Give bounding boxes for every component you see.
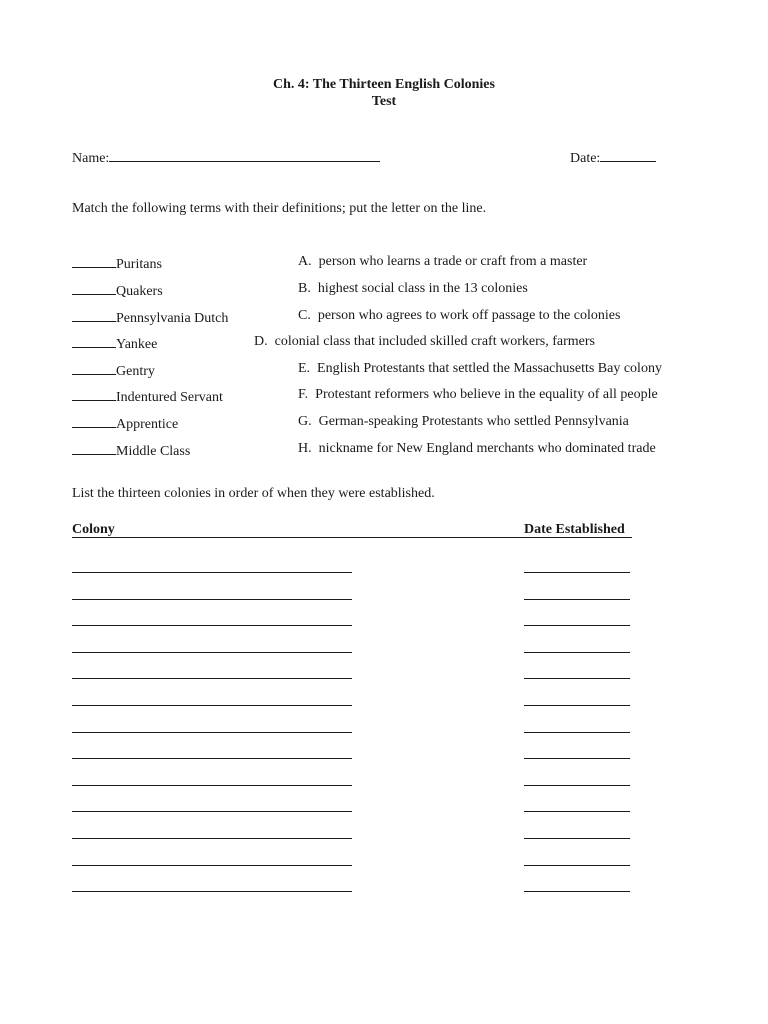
- colony-blank-line[interactable]: [72, 599, 352, 600]
- colony-blank-line[interactable]: [72, 652, 352, 653]
- colony-column-header: Colony: [72, 522, 115, 537]
- term-item[interactable]: [72, 362, 155, 378]
- colony-blank-line[interactable]: [72, 705, 352, 706]
- colony-blank-line[interactable]: [72, 811, 352, 812]
- page-subtitle: Test: [371, 94, 397, 109]
- answer-blank-line[interactable]: [72, 282, 116, 295]
- date-established-column-header: Date Established: [524, 522, 625, 537]
- definition-item: D. colonial class that included skilled craft workers, farmers: [254, 334, 595, 349]
- colony-blank-line[interactable]: [72, 678, 352, 679]
- date-field[interactable]: [570, 149, 656, 166]
- name-field[interactable]: [72, 149, 380, 166]
- colony-blank-line[interactable]: [72, 891, 352, 892]
- definition-item: F. Protestant reformers who believe in the equality of all people: [298, 387, 658, 402]
- colony-blank-line[interactable]: [72, 758, 352, 759]
- colony-blank-line[interactable]: [72, 572, 352, 573]
- term-label: Pennsylvania Dutch: [116, 311, 229, 326]
- answer-blank-line[interactable]: [72, 309, 116, 322]
- definition-item: C. person who agrees to work off passage to the colonies: [298, 308, 621, 323]
- colony-blank-line[interactable]: [72, 625, 352, 626]
- matching-instructions: Match the following terms with their definitions; put the letter on the line.: [72, 201, 487, 216]
- answer-blank-line[interactable]: [72, 362, 116, 375]
- answer-blank-line[interactable]: [72, 335, 116, 348]
- colony-blank-line[interactable]: [72, 865, 352, 866]
- term-item[interactable]: [72, 442, 190, 458]
- date-blank-line[interactable]: [524, 891, 630, 892]
- answer-blank-line[interactable]: [72, 415, 116, 428]
- date-blank-line[interactable]: [524, 838, 630, 839]
- definition-item: G. German-speaking Protestants who settled Pennsylvania: [298, 414, 629, 429]
- term-item[interactable]: [72, 335, 157, 351]
- definition-item: A. person who learns a trade or craft from a master: [298, 254, 588, 269]
- date-blank-line[interactable]: [600, 149, 656, 162]
- term-label: Puritans: [116, 257, 162, 272]
- date-blank-line[interactable]: [524, 572, 630, 573]
- colony-blank-line[interactable]: [72, 732, 352, 733]
- name-blank-line[interactable]: [109, 149, 380, 162]
- date-blank-line[interactable]: [524, 652, 630, 653]
- date-blank-line[interactable]: [524, 785, 630, 786]
- term-item[interactable]: [72, 309, 228, 325]
- date-blank-line[interactable]: [524, 625, 630, 626]
- term-label: Yankee: [116, 337, 158, 352]
- header-underline: [72, 537, 632, 538]
- term-label: Apprentice: [116, 417, 179, 432]
- answer-blank-line[interactable]: [72, 255, 116, 268]
- term-item[interactable]: [72, 415, 178, 431]
- term-label: Quakers: [116, 284, 163, 299]
- colonies-instructions: List the thirteen colonies in order of when they were established.: [72, 486, 435, 501]
- colony-blank-line[interactable]: [72, 785, 352, 786]
- answer-blank-line[interactable]: [72, 388, 116, 401]
- term-item[interactable]: [72, 255, 162, 271]
- colony-blank-line[interactable]: [72, 838, 352, 839]
- date-blank-line[interactable]: [524, 678, 630, 679]
- answer-blank-line[interactable]: [72, 442, 116, 455]
- definition-item: H. nickname for New England merchants who dominated trade: [298, 441, 656, 456]
- term-item[interactable]: [72, 388, 223, 404]
- date-blank-line[interactable]: [524, 758, 630, 759]
- name-label: Name:: [72, 151, 110, 166]
- date-blank-line[interactable]: [524, 599, 630, 600]
- page-title: Ch. 4: The Thirteen English Colonies: [273, 77, 495, 92]
- date-label: Date:: [570, 151, 601, 166]
- definition-item: B. highest social class in the 13 colonies: [298, 281, 528, 296]
- definition-item: E. English Protestants that settled the Massachusetts Bay colony: [298, 361, 662, 376]
- date-blank-line[interactable]: [524, 865, 630, 866]
- term-label: Gentry: [116, 364, 155, 379]
- term-label: Indentured Servant: [116, 390, 223, 405]
- term-label: Middle Class: [116, 444, 191, 459]
- date-blank-line[interactable]: [524, 811, 630, 812]
- date-blank-line[interactable]: [524, 732, 630, 733]
- date-blank-line[interactable]: [524, 705, 630, 706]
- term-item[interactable]: [72, 282, 163, 298]
